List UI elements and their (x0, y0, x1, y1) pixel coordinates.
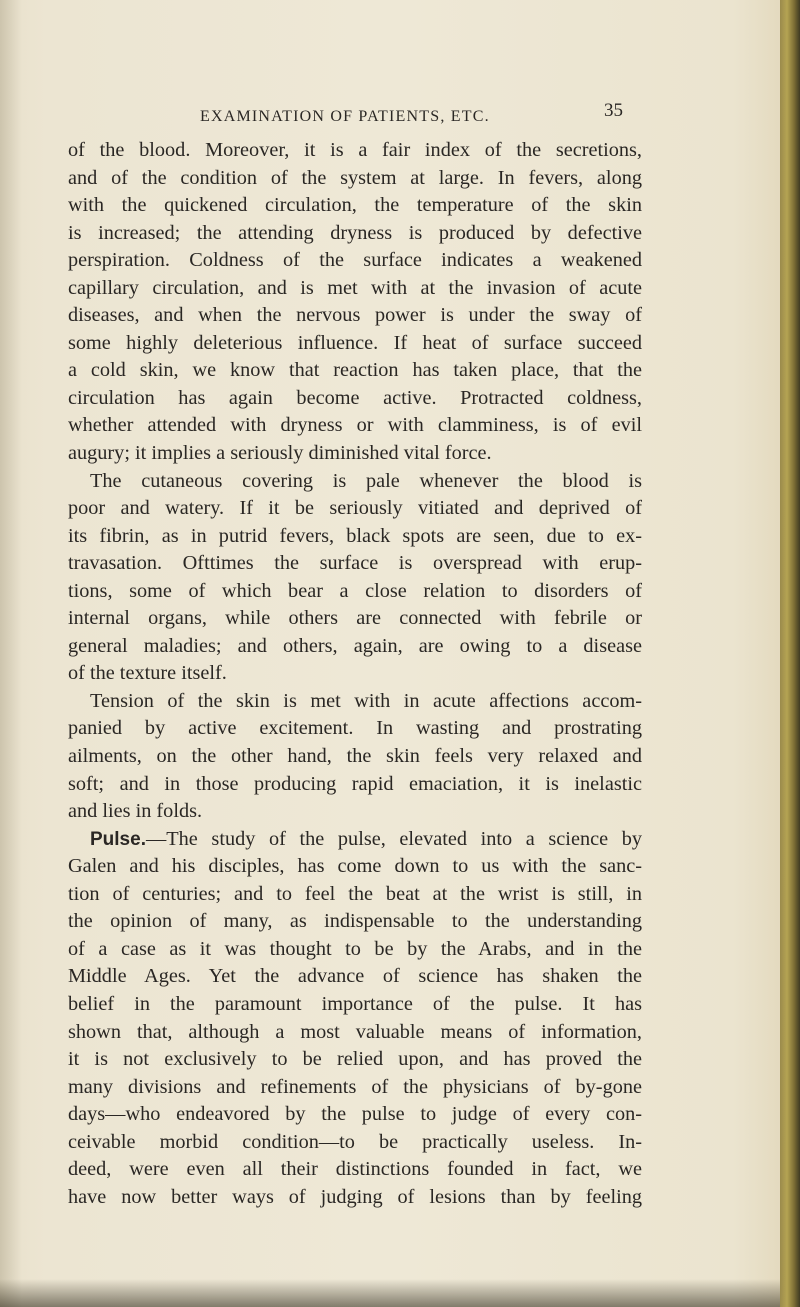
text-line: it is not exclusively to be relied upon, and has proved the (68, 1048, 642, 1071)
text-line: belief in the paramount importance of the pulse. It has (68, 992, 642, 1015)
text-line: and lies in folds. (68, 800, 203, 823)
text-line: perspiration. Coldness of the surface indicates a weakened (68, 249, 642, 272)
page-number: 35 (604, 100, 623, 121)
text-line: and of the condition of the system at large. In fevers, along (68, 166, 642, 189)
text-line: augury; it implies a seriously diminished vital force. (68, 442, 492, 465)
pulse-paragraph-start (68, 826, 642, 854)
bottom-edge-shadow (0, 1279, 780, 1307)
text-line: panied by active excitement. In wasting and prostrating (68, 717, 642, 740)
text-line: travasation. Ofttimes the surface is overspread with erup- (68, 552, 642, 575)
text-line: days—who endeavored by the pulse to judge of every con- (68, 1103, 642, 1126)
text-line: have now better ways of judging of lesions than by feeling (68, 1185, 642, 1208)
text-line: soft; and in those producing rapid emaciation, it is inelastic (68, 772, 642, 795)
gutter-shadow (0, 0, 22, 1307)
text-line: shown that, although a most valuable means of information, (68, 1020, 642, 1043)
text-line: general maladies; and others, again, are owing to a disease (68, 634, 642, 657)
text-line: tions, some of which bear a close relation to disorders of (68, 579, 642, 602)
text-line: with the quickened circulation, the temperature of the skin (68, 194, 642, 217)
text-line: Galen and his disciples, has come down to us with the sanc- (68, 855, 642, 878)
section-heading-pulse: Pulse. (90, 828, 146, 850)
text-line: Middle Ages. Yet the advance of science has shaken the (68, 965, 642, 988)
text-line: of a case as it was thought to be by the Arabs, and in the (68, 937, 642, 960)
text-line: the opinion of many, as indispensable to the understanding (68, 910, 642, 933)
text-line: its fibrin, as in putrid fevers, black spots are seen, due to ex- (68, 524, 642, 547)
text-line: —The study of the pulse, elevated into a science by (145, 827, 642, 850)
text-line: circulation has again become active. Protracted coldness, (68, 386, 642, 409)
text-line: poor and watery. If it be seriously vitiated and deprived of (68, 497, 642, 520)
book-edge (780, 0, 800, 1307)
text-line: many divisions and refinements of the physicians of by-gone (68, 1075, 642, 1098)
text-line: whether attended with dryness or with clamminess, is of evil (68, 414, 642, 437)
text-line: capillary circulation, and is met with at the invasion of acute (68, 276, 642, 299)
text-line: ailments, on the other hand, the skin feels very relaxed and (68, 745, 642, 768)
text-line: of the texture itself. (68, 662, 227, 685)
text-line: The cutaneous covering is pale whenever the blood is (90, 469, 642, 492)
text-line: diseases, and when the nervous power is under the sway of (68, 304, 642, 327)
text-line: ceivable morbid condition—to be practically useless. In- (68, 1130, 642, 1153)
text-line: of the blood. Moreover, it is a fair index of the secretions, (68, 139, 642, 161)
text-line: a cold skin, we know that reaction has taken place, that the (68, 359, 642, 382)
text-line: Tension of the skin is met with in acute affections accom- (90, 689, 642, 712)
body-text (68, 137, 642, 1211)
text-line: is increased; the attending dryness is produced by defective (68, 221, 642, 244)
text-line: deed, were even all their distinctions founded in fact, we (68, 1158, 642, 1181)
text-line: tion of centuries; and to feel the beat at the wrist is still, in (68, 882, 642, 905)
text-line: internal organs, while others are connected with febrile or (68, 607, 642, 630)
running-header: EXAMINATION OF PATIENTS, ETC. (200, 108, 490, 125)
text-line: some highly deleterious influence. If heat of surface succeed (68, 331, 642, 354)
